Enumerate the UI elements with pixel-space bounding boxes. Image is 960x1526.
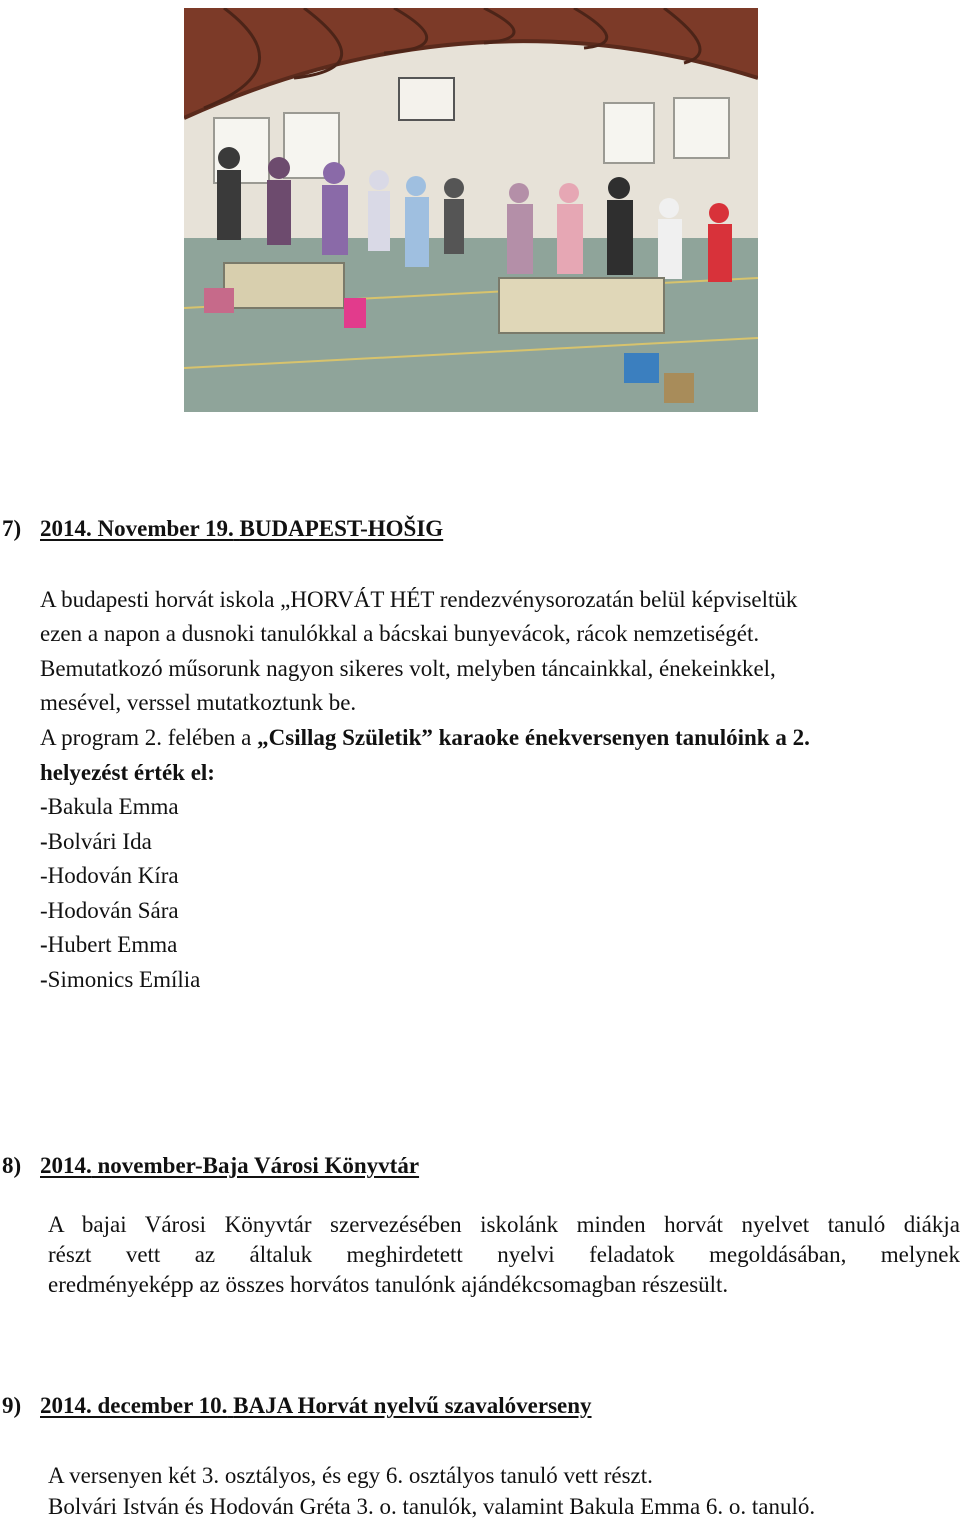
section-8-heading-text xyxy=(40,1152,419,1180)
section-7-line-2: ezen a napon a dusnoki tanulókkal a bácskai bunyevácok, rácok nemzetiségét. xyxy=(40,621,760,646)
name-list-item: -Hodován Sára xyxy=(40,898,179,923)
name-list-item: -Hubert Emma xyxy=(40,932,178,957)
section-9-date: 2014. december 10. xyxy=(40,1393,228,1418)
award-bold: „Csillag Születik” karaoke énekversenyen tanulóink a 2. xyxy=(257,725,810,750)
photo-illustration xyxy=(184,8,758,412)
section-7-line-3: Bemutatkozó műsorunk nagyon sikeres volt, melyben táncainkkal, énekeinkkel, xyxy=(40,656,776,681)
name-list-item: -Bakula Emma xyxy=(40,794,179,819)
section-8-line-3: eredményeképp az összes horvátos tanulónk ajándékcsomagban részesült. xyxy=(48,1272,729,1297)
section-8-number: 8) xyxy=(2,1153,22,1178)
section-8-date: 2014. xyxy=(40,1153,92,1178)
award-prefix: A program 2. felében a xyxy=(40,725,258,750)
section-7-heading-text xyxy=(40,515,443,543)
photo-desk-right xyxy=(499,278,664,333)
section-8-title: november-Baja Városi Könyvtár xyxy=(97,1153,420,1178)
section-7-line-1: A budapesti horvát iskola „HORVÁT HÉT rendezvénysorozatán belül képviseltük xyxy=(40,587,798,612)
section-8-line-2: részt vett az általuk meghirdetett nyelvi feladatok megoldásában, melynek xyxy=(48,1242,960,1267)
section-7-title: BUDAPEST-HOŠIG xyxy=(239,516,444,541)
section-7-date: 2014. November 19. xyxy=(40,516,234,541)
photo-backboard xyxy=(399,78,454,120)
section-7-number: 7) xyxy=(2,516,22,541)
section-9-line-2: Bolvári István és Hodován Gréta 3. o. tanulók, valamint Bakula Emma 6. o. tanuló. xyxy=(48,1494,816,1519)
photo-desk-left xyxy=(224,263,344,308)
section-7-award-line xyxy=(40,724,810,752)
section-9-line-1: A versenyen két 3. osztályos, és egy 6. osztályos tanuló vett részt. xyxy=(48,1463,653,1488)
name-list-item: -Hodován Kíra xyxy=(40,863,179,888)
section-8-line-1: A bajai Városi Könyvtár szervezésében iskolánk minden horvát nyelvet tanuló diákja xyxy=(48,1212,960,1237)
section-9-title: BAJA Horvát nyelvű szavalóverseny xyxy=(233,1393,592,1418)
gymnasium-photo xyxy=(184,8,758,412)
section-7-award-line-2: helyezést érték el: xyxy=(40,760,215,785)
section-9-heading-text xyxy=(40,1392,592,1420)
section-9-number: 9) xyxy=(2,1393,22,1418)
section-7-line-4: mesével, verssel mutatkoztunk be. xyxy=(40,690,357,715)
name-list-item: -Simonics Emília xyxy=(40,967,201,992)
name-list-item: -Bolvári Ida xyxy=(40,829,152,854)
